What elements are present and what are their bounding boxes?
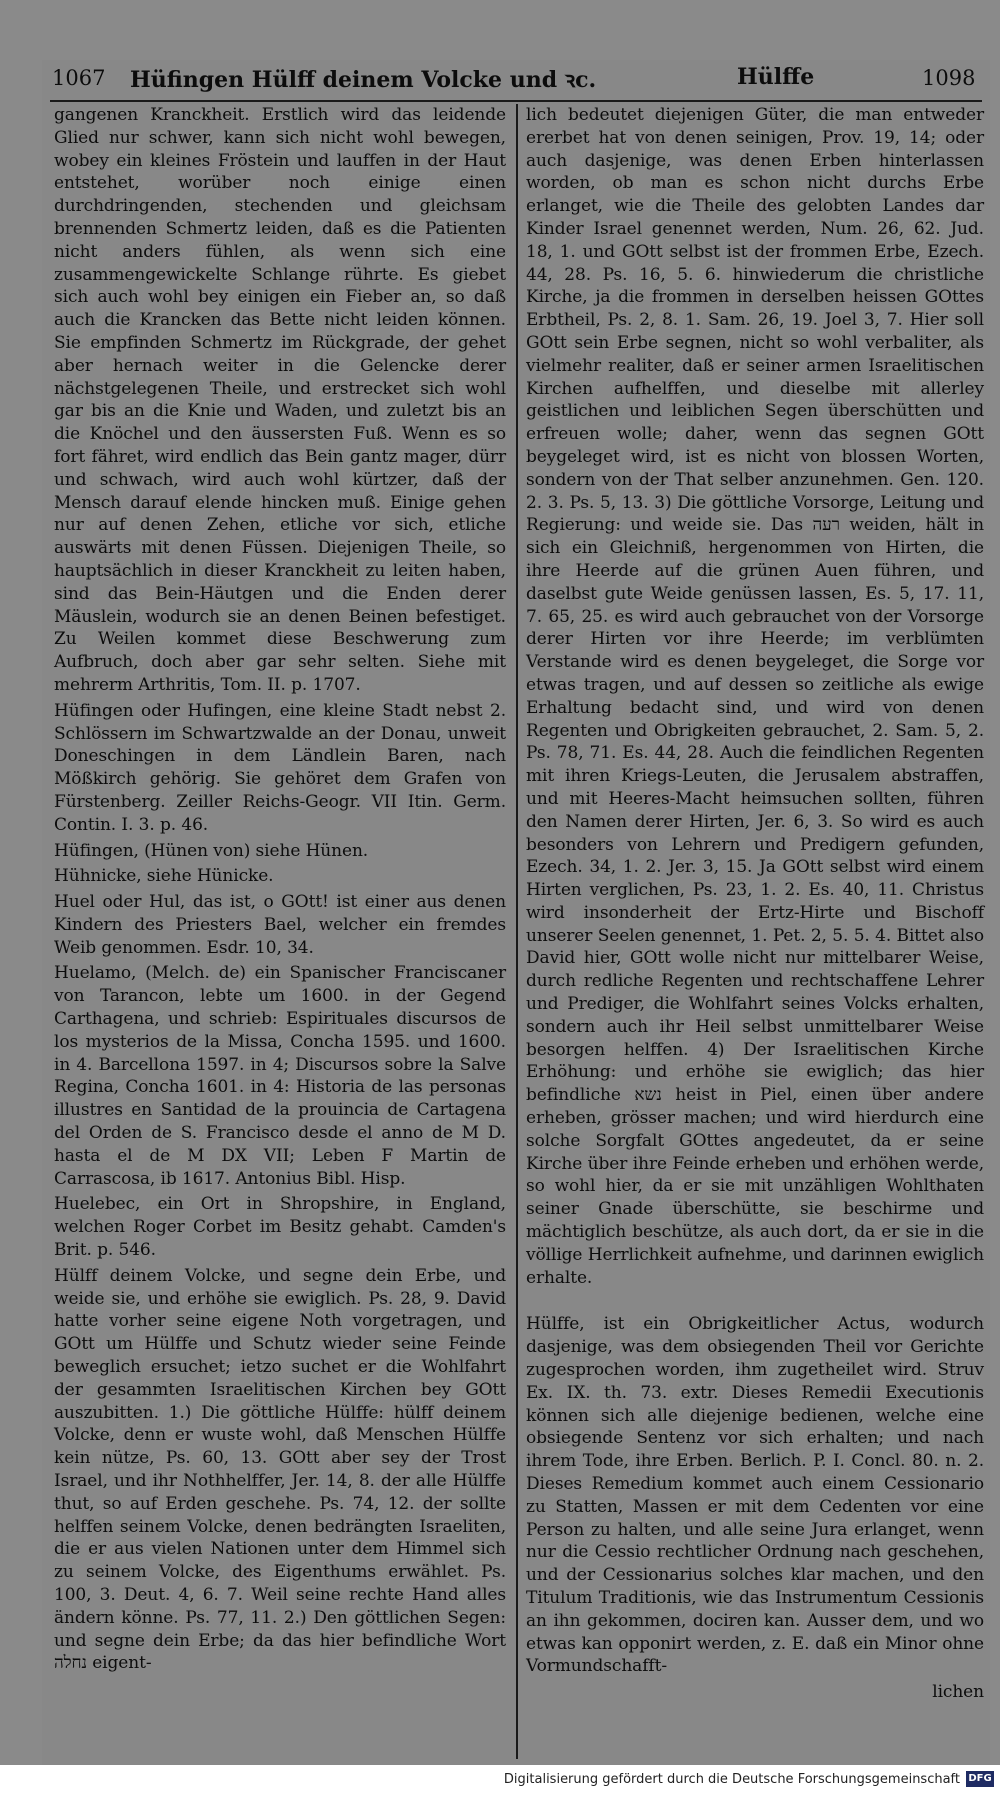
page-number-left: 1067 [52, 66, 106, 90]
entry-huefingen: Hüfingen oder Hufingen, eine kleine Stadt nebst 2. Schlössern im Schwartzwalde an der Donau, unweit Doneschingen in dem Ländlein Baren, nach Mößkirch gehörig. Sie gehöret dem Grafen von Fürstenberg. Zeiller Reichs-Geogr. VII Itin. Germ. Contin. I. 3. p. 46. [54, 700, 506, 835]
left-column [54, 104, 506, 1675]
dfg-logo: DFG [966, 1771, 994, 1787]
entry-huel: Huel oder Hul, das ist, o GOtt! ist einer aus denen Kindern des Priesters Bael, welcher ein fremdes Weib genommen. Esdr. 10, 34. [54, 892, 506, 958]
scanned-page [42, 60, 990, 1765]
catchword-header: Hülffe [737, 64, 815, 90]
footer-credit: Digitalisierung gefördert durch die Deutsche Forschungsgemeinschaft [503, 1772, 960, 1787]
column-divider [516, 104, 518, 1759]
footer-bar [0, 1765, 1000, 1795]
entry-huelebec: Huelebec, ein Ort in Shropshire, in England, welchen Roger Corbet im Besitz gehabt. Camden's Brit. p. 546. [54, 1194, 506, 1261]
entry-arthritis-continued: gangenen Kranckheit. Erstlich wird das leidende Glied nur schwer, kann sich nicht wohl bewegen, wobey ein kleines Fröstein und lauffen in der Haut entstehet, worüber noch einige einen durchdringenden, stechenden und gleichsam brennenden Schmertz leiden, daß es die Patienten nicht anders fühlen, als wenn sich eine zusammengewickelte Schlange rührte. Es giebet sich auch wohl bey einigen ein Fieber an, so daß auch die Krancken das Bette nicht leiden können. Sie empfinden Schmertz im Rückgrade, der gehet aber hernach weiter in die Gelencke derer nächstgelegenen Theile, und erstrecket sich wohl gar bis an die Knie und Waden, und zuletzt bis an die Knöchel und den äussersten Fuß. Wenn es so fort fähret, wird endlich das Bein gantz mager, dürr und schwach, wird auch wohl kürtzer, daß der Mensch darauf elende hincken muß. Einige gehen nur auf denen Zehen, etliche vor sich, etliche auswärts mit denen Füssen. Diejenigen Theile, so hauptsächlich in dieser Kranckheit zu leiten haben, sind das Bein-Häutgen und die Enden derer Mäuslein, wodurch sie an denen Beinen befestiget. Zu Weilen kommet diese Beschwerung zum Aufbruch, doch aber gar sehr selten. Siehe mit mehrerm Arthritis, Tom. II. p. 1707. [54, 105, 506, 695]
header-rule [50, 100, 982, 102]
entry-huelamo: Huelamo, (Melch. de) ein Spanischer Franciscaner von Tarancon, lebte um 1600. in der Gegend Carthagena, und schrieb: Espirituales discursos de los mysterios de la Missa, Concha 1595. und 1600. in 4. Barcellona 1597. in 4; Discursos sobre la Salve Regina, Concha 1601. in 4: Historia de las personas illustres en Santidad de la prouincia de Cartagena del Orden de S. Francisco desde el anno de M D. hasta el de M DX VII; Leben F Martin de Carrascosa, ib 1617. Antonius Bibl. Hisp. [54, 963, 506, 1189]
entry-huelff-deinem-volcke: Hülff deinem Volcke, und segne dein Erbe, und weide sie, und erhöhe sie ewiglich. Ps. 28, 9. David hatte vorher seine eigene Noth vorgetragen, und GOtt um Hülffe und Schutz wieder seine Feinde beweglich ersuchet; ietzo suchet er die Wohlfahrt der gesammten Israelitischen Kirchen bey GOtt auszubitten. 1.) Die göttliche Hülffe: hülff deinem Volcke, denn er wuste wohl, daß Menschen Hülffe kein nütze, Ps. 60, 13. GOtt aber sey der Trost Israel, und ihr Nothhelffer, Jer. 14, 8. der alle Hülffe thut, so auf Erden geschehe. Ps. 74, 12. der sollte helffen seinem Volcke, denen bedrängten Israeliten, die er aus vielen Nationen unter dem Himmel sich zu seinem Volcke, des Eigenthums erwählet. Ps. 100, 3. Deut. 4, 6. 7. Weil seine rechte Hand alles ändern könne. Ps. 77, 11. 2.) Den göttlichen Segen: und segne dein Erbe; da das hier befindliche Wort נחלה eigent- [54, 1265, 506, 1674]
right-column [526, 104, 984, 1704]
entry-huehnicke: Hühnicke, siehe Hünicke. [54, 866, 274, 887]
page-number-right: 1098 [922, 66, 976, 90]
entry-huelffe: Hülffe, ist ein Obrigkeitlicher Actus, wodurch dasjenige, was dem obsiegenden Theil vor Gerichte zugesprochen worden, ihm zugetheilet wird. Struv Ex. IX. th. 73. extr. Dieses Remedii Executionis können sich alle diejenige bedienen, welche eine obsiegende Sentenz vor sich erhalten; und nach ihrem Tode, ihre Erben. Berlich. P. I. Concl. 80. n. 2. Dieses Remedium kommet auch einem Cessionario zu Statten, Massen er mit dem Cedenten vor eine Person zu halten, und alle seine Jura erlanget, wenn nur die Cessio rechtlicher Ordnung nach geschehen, und der Cessionarius solches klar machen, und den Titulum Traditionis, wie das Instrumentum Cessionis an ihn gekommen, dociren kan. Ausser dem, und wo etwas kan opponirt werden, z. E. daß ein Minor ohne Vormundschafft- [526, 1314, 984, 1677]
running-title: Hüfingen Hülff deinem Volcke und ꝛc. [130, 67, 597, 93]
entry-huefingen-huenen: Hüfingen, (Hünen von) siehe Hünen. [54, 840, 369, 861]
catchword: lichen [932, 1682, 984, 1703]
running-header [42, 60, 990, 100]
entry-huelff-continued: lich bedeutet diejenigen Güter, die man entweder ererbet hat von denen seinigen, Prov. 19, 14; oder auch dasjenige, was denen Erben hinterlassen worden, ob man es schon nicht durchs Erbe erlanget, wie die Theile des gelobten Landes dar Kinder Israel genennet werden, Num. 26, 62. Jud. 18, 1. und GOtt selbst ist der frommen Erbe, Ezech. 44, 28. Ps. 16, 5. 6. hinwiederum die christliche Kirche, ja die frommen in derselben heissen GOttes Erbtheil, Ps. 2, 8. 1. Sam. 26, 19. Joel 3, 7. Hier soll GOtt sein Erbe segnen, nicht so wohl verbaliter, als vielmehr realiter, daß er seiner armen Israelitischen Kirchen aufhelffen, und dieselbe mit allerley geistlichen und leiblichen Segen überschütten und erfreuen wolle; daher, wenn das segnen GOtt beygeleget wird, ist es nicht von blossen Worten, sondern von der That selber anzunehmen. Gen. 120. 2. 3. Ps. 5, 13. 3) Die göttliche Vorsorge, Leitung und Regierung: und weide sie. Das רעה weiden, hält in sich ein Gleichniß, hergenommen von Hirten, die ihre Heerde auf die grünen Auen führen, und daselbst gute Weide genüssen lassen, Es. 5, 17. 11, 7. 65, 25. es wird auch gebrauchet von der Vorsorge derer Hirten vor ihre Heerde; im verblümten Verstande wird es denen beygeleget, die Sorge vor etwas tragen, und auf dessen so zeitliche als ewige Erhaltung bedacht sind, und wird von denen Regenten und Obrigkeiten gebrauchet, 2. Sam. 5, 2. Ps. 78, 71. Es. 44, 28. Auch die feindlichen Regenten mit ihren Kriegs-Leuten, die Jerusalem abstraffen, und mit Heeres-Macht heimsuchen sollten, führen den Namen derer Hirten, Jer. 6, 3. So wird es auch besonders von Lehrern und Predigern gefunden, Ezech. 34, 1. 2. Jer. 3, 15. Ja GOtt selbst wird einem Hirten verglichen, Ps. 23, 1. 2. Es. 40, 11. Christus wird insonderheit der Ertz-Hirte und Bischoff unserer Seelen genennet, 1. Pet. 2, 5. 5. 4. Bittet also David hier, GOtt wolle nicht nur mittelbarer Weise, durch redliche Regenten und rechtschaffene Lehrer und Prediger, die Wohlfahrt seines Volcks erhalten, sondern auch ihr Heil selbst unmittelbarer Weise besorgen helffen. 4) Der Israelitischen Kirche Erhöhung: und erhöhe sie ewiglich; das hier befindliche נשא heist in Piel, einen über andere erheben, grösser machen; und wird hierdurch eine solche Sorgfalt GOttes angedeutet, da er seine Kirche über ihre Feinde erheben und erhöhen werde, so wohl hier, da er sie mit unzähligen Wohlthaten seiner Gnade überschütte, sie beschirme und mächtiglich beschütze, als auch dort, da er sie in die völlige Herrlichkeit aufnehme, und darinnen ewiglich erhalte. [526, 105, 984, 1288]
